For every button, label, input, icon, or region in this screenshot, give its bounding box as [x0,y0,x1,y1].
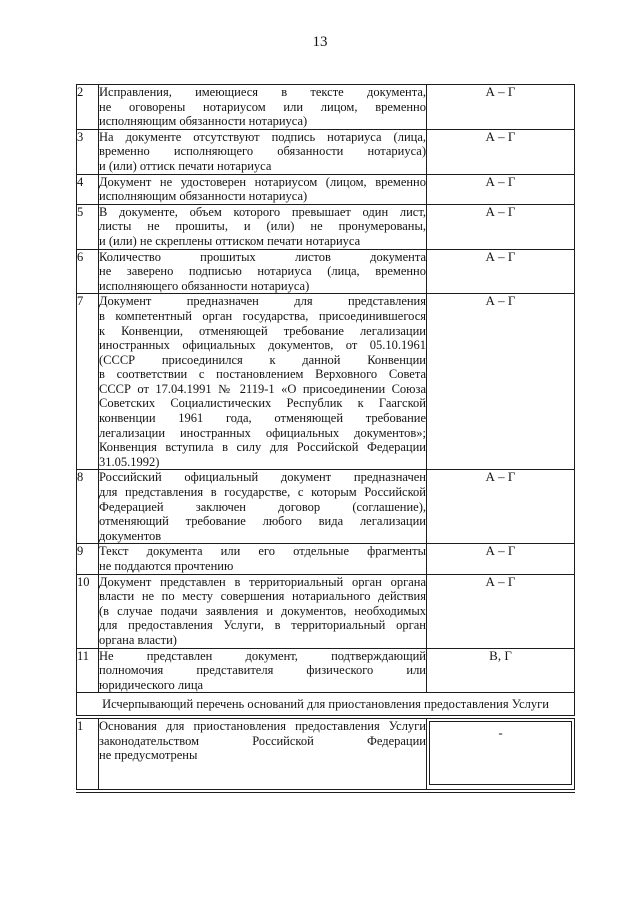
row-text-line: не оговорены нотариусом или лицом, временно [99,99,426,114]
row-text-line: Текст документа или его отдельные фрагменты [99,544,426,559]
table-row [77,85,575,130]
row-description [99,717,427,791]
suspension-table-body [77,717,575,791]
row-text-line: Основания для приостановления предоставления Услуги [99,718,426,733]
row-text-line: власти не по месту совершения нотариального действия [99,589,426,604]
row-text-line: (СССР присоединился к данной Конвенции [99,352,426,367]
row-value: А – Г [485,248,516,264]
table-row [77,174,575,204]
table-row [77,717,575,791]
value-box [429,721,572,785]
row-value: - [498,724,503,740]
table-row [77,648,575,693]
row-text-line: Российский официальный документ предназначен [99,470,426,485]
row-value-cell [427,249,575,294]
page-number: 13 [312,34,328,50]
row-text-line: в соответствии с постановлением Верховного Совета [99,367,426,382]
section-header-row [77,693,575,717]
row-number: 8 [77,470,99,544]
row-text-line: 31.05.1992) [99,454,160,469]
suspension-header-body [77,693,575,717]
grounds-table [76,84,575,793]
row-value: А – Г [485,84,516,99]
row-value-cell [427,174,575,204]
row-value-cell [427,470,575,544]
row-number: 7 [77,294,99,470]
row-text-line: не предусмотрены [99,748,198,763]
row-text-line: В документе, объем которого превышает один лист, [99,204,426,219]
row-number: 5 [77,204,99,249]
row-text-line: не поддаются прочтению [99,559,234,573]
table-row [77,470,575,544]
row-text-line: временно исполняющего обязанности нотариуса) [99,144,426,159]
row-text-line: законодательством Российской Федерации [99,733,426,748]
table-row [77,204,575,249]
row-value: А – Г [485,203,516,219]
row-description [99,470,427,544]
row-description [99,204,427,249]
row-text-line: Конвенция вступила в силу для Российской Федерации [99,440,426,455]
row-description [99,85,427,130]
row-text-line: Федерацией заключен договор (соглашение), [99,499,426,514]
row-text-line: СССР от 17.04.1991 № 2119-1 «О присоединении Союза [99,381,426,396]
row-value-cell [427,717,575,791]
row-text-line: исполняющего обязанности нотариуса) [99,278,310,293]
row-text-line: к Конвенции, отменяющей требование легализации [99,323,426,338]
row-value-cell [427,574,575,648]
row-value: А – Г [485,543,516,559]
row-text-line: листы не прошиты, и (или) не пронумерованы, [99,219,426,234]
row-text-line: Документ не удостоверен нотариусом (лицом, временно [99,174,426,189]
row-description [99,129,427,174]
section-header: Исчерпывающий перечень оснований для приостановления предоставления Услуги [77,693,575,717]
row-number: 6 [77,249,99,294]
row-text-line: Документ предназначен для представления [99,294,426,309]
row-text-line: На документе отсутствуют подпись нотариуса (лица, [99,129,426,144]
row-number: 10 [77,574,99,648]
row-text-line: (в случае подачи заявления и документов, необходимых [99,603,426,618]
row-text-line: для представления в государстве, с которым Российской [99,485,426,500]
table-row [77,294,575,470]
row-value-cell [427,204,575,249]
row-description [99,294,427,470]
row-text-line: Исправления, имеющиеся в тексте документа, [99,85,426,99]
row-text-line: исполняющим обязанности нотариуса) [99,114,308,129]
row-text-line: в компетентный орган государства, присоединившегося [99,308,426,323]
row-text-line: Документ представлен в территориальный орган органа [99,574,426,589]
row-text-line: Количество прошитых листов документа [99,249,426,264]
row-number: 1 [77,717,99,791]
row-text-line: легализации иностранных официальных документов»; [99,425,426,440]
row-number: 2 [77,85,99,130]
table-row [77,544,575,574]
table-row [77,574,575,648]
row-value-cell [427,294,575,470]
table-row [77,129,575,174]
row-description [99,648,427,693]
row-value-cell [427,544,575,574]
row-number: 4 [77,174,99,204]
row-value: В, Г [489,647,512,663]
row-value: А – Г [485,128,516,144]
row-value-cell [427,129,575,174]
row-text-line: документов [99,528,162,543]
row-text-line: и (или) оттиск печати нотариуса [99,158,272,173]
row-description [99,544,427,574]
row-number: 3 [77,129,99,174]
row-text-line: для предоставления Услуги, в территориальный орган [99,618,426,633]
row-text-line: юридического лица [99,677,204,692]
row-value: А – Г [485,469,516,485]
row-text-line: полномочия представителя физического или [99,663,426,678]
row-description [99,249,427,294]
row-description [99,574,427,648]
row-number: 11 [77,648,99,693]
row-text-line: и (или) не скреплены оттиском печати нотариуса [99,233,361,248]
row-text-line: не заверено подписью нотариуса (лица, временно [99,264,426,279]
row-text-line: отменяющий требование любого вида легализации [99,514,426,529]
row-value-cell [427,85,575,130]
row-value: А – Г [485,173,516,189]
row-value-cell [427,648,575,693]
row-text-line: органа власти) [99,632,177,647]
row-value: А – Г [485,293,516,309]
row-text-line: Советских Социалистических Республик к Гаагской [99,396,426,411]
row-number: 9 [77,544,99,574]
refusal-table-body [77,85,575,693]
table-row [77,249,575,294]
row-value: А – Г [485,573,516,589]
row-text-line: иностранных официальных документов, от 05.10.1961 [99,338,426,353]
row-text-line: исполняющим обязанности нотариуса) [99,189,308,204]
row-description [99,174,427,204]
row-text-line: Не представлен документ, подтверждающий [99,648,426,663]
row-text-line: конвенции 1961 года, отменяющей требование [99,411,426,426]
